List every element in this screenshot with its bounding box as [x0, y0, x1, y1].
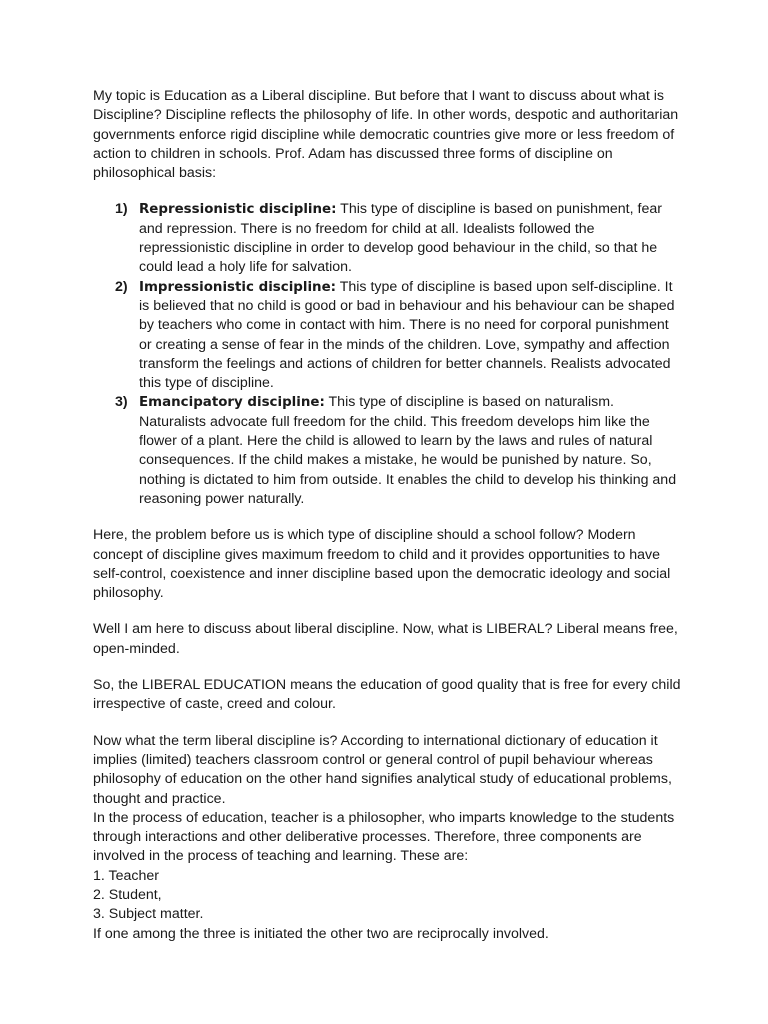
- intro-paragraph: My topic is Education as a Liberal discipline. But before that I want to discuss about what is Discipline? Discipline reflects the philosophy of life. In other words, despotic and authoritarian governments enforce rigid discipline while democratic countries give more or less freedom of action to children in schools. Prof. Adam has discussed three forms of discipline on philosophical basis:: [93, 88, 679, 182]
- discipline-description: This type of discipline is based upon self-discipline. It is believed that no child is good or bad in behaviour and his behaviour can be shaped by teachers who come in contact with him. There is no need for corporal punishment or creating a sense of fear in the minds of the children. Love, sympathy and affection transform the feelings and actions of children for better channels. Realists advocated this type of discipline.: [139, 278, 675, 392]
- definition-paragraph: Now what the term liberal discipline is? According to international dictionary of education it implies (limited) teachers classroom control or general control of pupil behaviour whereas philosophy of education on the other hand signifies analytical study of educational problems, thought and practice.: [93, 732, 672, 807]
- problem-paragraph: Here, the problem before us is which type of discipline should a school follow? Modern concept of discipline gives maximum freedom to child and it provides opportunities to have self-control, coexistence and inner discipline based upon the democratic ideology and social philosophy.: [93, 527, 671, 602]
- liberal-education-paragraph: So, the LIBERAL EDUCATION means the education of good quality that is free for every child irrespective of caste, creed and colour.: [93, 677, 681, 713]
- discipline-type-item: [93, 278, 683, 394]
- discipline-description: This type of discipline is based on naturalism. Naturalists advocate full freedom for the child. This freedom develops him like the flower of a plant. Here the child is allowed to learn by the laws and rules of natural consequences. If the child makes a mistake, he would be punished by nature. So, nothing is dictated to him from outside. It enables the child to develop his thinking and reasoning power naturally.: [139, 394, 677, 507]
- discipline-description: This type of discipline is based on punishment, fear and repression. There is no freedom for child at all. Idealists followed the repressionistic discipline in order to develop good behaviour in the child, so that he could lead a holy life for salvation.: [139, 201, 662, 276]
- component-item: 3. Subject matter.: [93, 906, 204, 923]
- list-number: 1): [115, 201, 128, 218]
- discipline-type-item: [93, 200, 683, 277]
- list-number: 2): [115, 278, 128, 295]
- liberal-paragraph: Well I am here to discuss about liberal discipline. Now, what is LIBERAL? Liberal means free, open-minded.: [93, 621, 678, 657]
- component-item: 2. Student,: [93, 886, 162, 903]
- component-item: 1. Teacher: [93, 867, 159, 884]
- list-number: 3): [115, 394, 128, 411]
- discipline-term: Impressionistic discipline:: [139, 279, 337, 295]
- document-page: [93, 87, 683, 944]
- process-paragraph: In the process of education, teacher is a philosopher, who imparts knowledge to the students through interactions and other deliberative processes. Therefore, three components are involved in the process of teaching and learning. These are:: [93, 809, 675, 865]
- discipline-type-item: [93, 393, 683, 509]
- discipline-term: Emancipatory discipline:: [139, 395, 325, 411]
- closing-paragraph: If one among the three is initiated the other two are reciprocally involved.: [93, 925, 549, 942]
- discipline-types-list: [93, 200, 683, 509]
- discipline-term: Repressionistic discipline:: [139, 202, 337, 218]
